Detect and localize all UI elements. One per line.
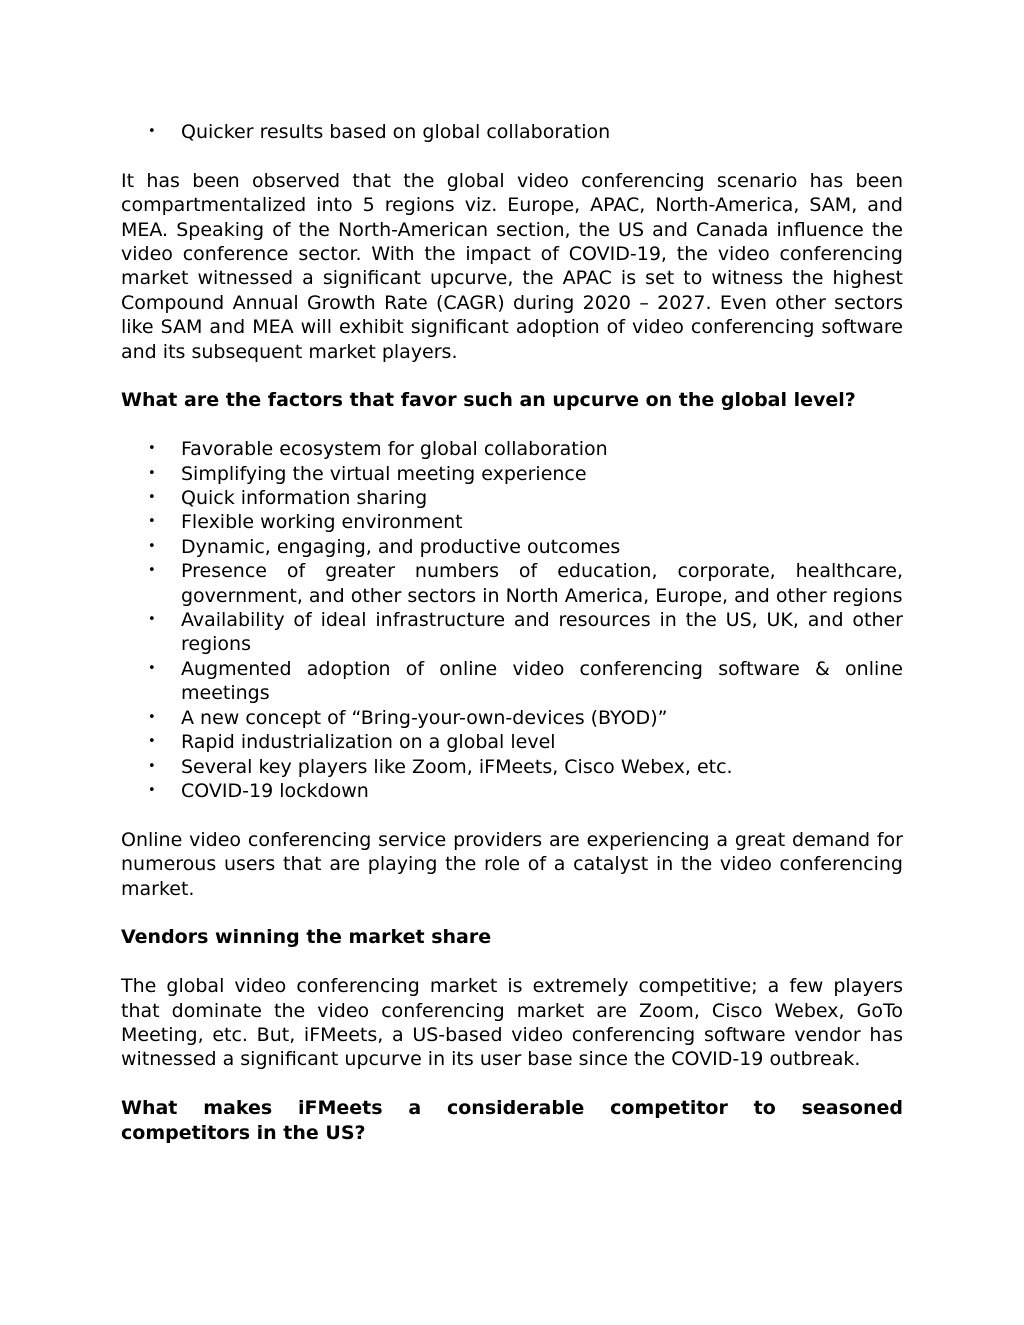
bullet-icon: • [148, 124, 156, 139]
bullet-icon: • [148, 490, 156, 506]
bullet-icon: • [148, 782, 156, 798]
bullet-icon: • [148, 734, 156, 750]
list-item [121, 730, 903, 754]
list-item-text: A new concept of “Bring-your-own-devices (BYOD)” [181, 706, 668, 729]
list-item-text: COVID-19 lockdown [181, 779, 369, 802]
paragraph-competition: The global video conferencing market is extremely competitive; a few players that dominate the video conferencing market are Zoom, Cisco Webex, GoTo Meeting, etc. But, iFMeets, a US-based video conferencing software vendor has witnessed a significant upcurve in its user base since the COVID-19 outbreak. [121, 975, 903, 1071]
bullet-icon: • [148, 660, 156, 676]
document-page [121, 120, 903, 1169]
factors-bullet-list [121, 437, 903, 803]
list-item-text: Presence of greater numbers of education, corporate, healthcare, government, and other sectors in North America, Europe, and other regions [181, 560, 903, 607]
list-item [121, 120, 903, 144]
list-item [121, 608, 903, 657]
list-item-text: Rapid industrialization on a global level [181, 731, 556, 754]
bullet-icon: • [148, 441, 156, 457]
list-item [121, 779, 903, 803]
list-item-text: Favorable ecosystem for global collaboration [181, 438, 608, 461]
list-item [121, 535, 903, 559]
heading-ifmeets: What makes iFMeets a considerable competitor to seasoned competitors in the US? [121, 1097, 903, 1144]
list-item-text: Augmented adoption of online video conferencing software & online meetings [181, 657, 903, 705]
bullet-icon: • [148, 612, 156, 628]
list-item [121, 437, 903, 461]
list-item-text: Availability of ideal infrastructure and resources in the US, UK, and other regions [181, 609, 903, 656]
list-item-text: Simplifying the virtual meeting experience [181, 462, 587, 485]
list-item [121, 510, 903, 534]
bullet-icon: • [148, 758, 156, 774]
list-item-text: Quick information sharing [181, 487, 428, 510]
bullet-icon: • [148, 514, 156, 530]
bullet-icon: • [148, 563, 156, 579]
paragraph-demand: Online video conferencing service providers are experiencing a great demand for numerous users that are playing the role of a catalyst in the video conferencing market. [121, 828, 903, 900]
list-item [121, 559, 903, 608]
heading-factors: What are the factors that favor such an upcurve on the global level? [121, 389, 856, 412]
list-item [121, 706, 903, 730]
top-bullet-list [121, 120, 903, 144]
paragraph-regions: It has been observed that the global video conferencing scenario has been compartmentalized into 5 regions viz. Europe, APAC, North-America, SAM, and MEA. Speaking of the North-American section, the US and Canada influence the video conference sector. With the impact of COVID-19, the video conferencing market witnessed a significant upcurve, the APAC is set to witness the highest Compound Annual Growth Rate (CAGR) during 2020 – 2027. Even other sectors like SAM and MEA will exhibit significant adoption of video conferencing software and its subsequent market players. [121, 169, 903, 363]
list-item [121, 462, 903, 486]
list-item [121, 486, 903, 510]
list-item [121, 755, 903, 779]
list-item-text: Flexible working environment [181, 511, 463, 534]
heading-vendors: Vendors winning the market share [121, 926, 492, 949]
bullet-icon: • [148, 709, 156, 725]
list-item-text: Several key players like Zoom, iFMeets, Cisco Webex, etc. [181, 755, 733, 778]
list-item [121, 657, 903, 706]
bullet-icon: • [148, 465, 156, 481]
bullet-icon: • [148, 538, 156, 554]
list-item-text: Dynamic, engaging, and productive outcomes [181, 535, 621, 558]
list-item-text: Quicker results based on global collaboration [181, 121, 611, 143]
